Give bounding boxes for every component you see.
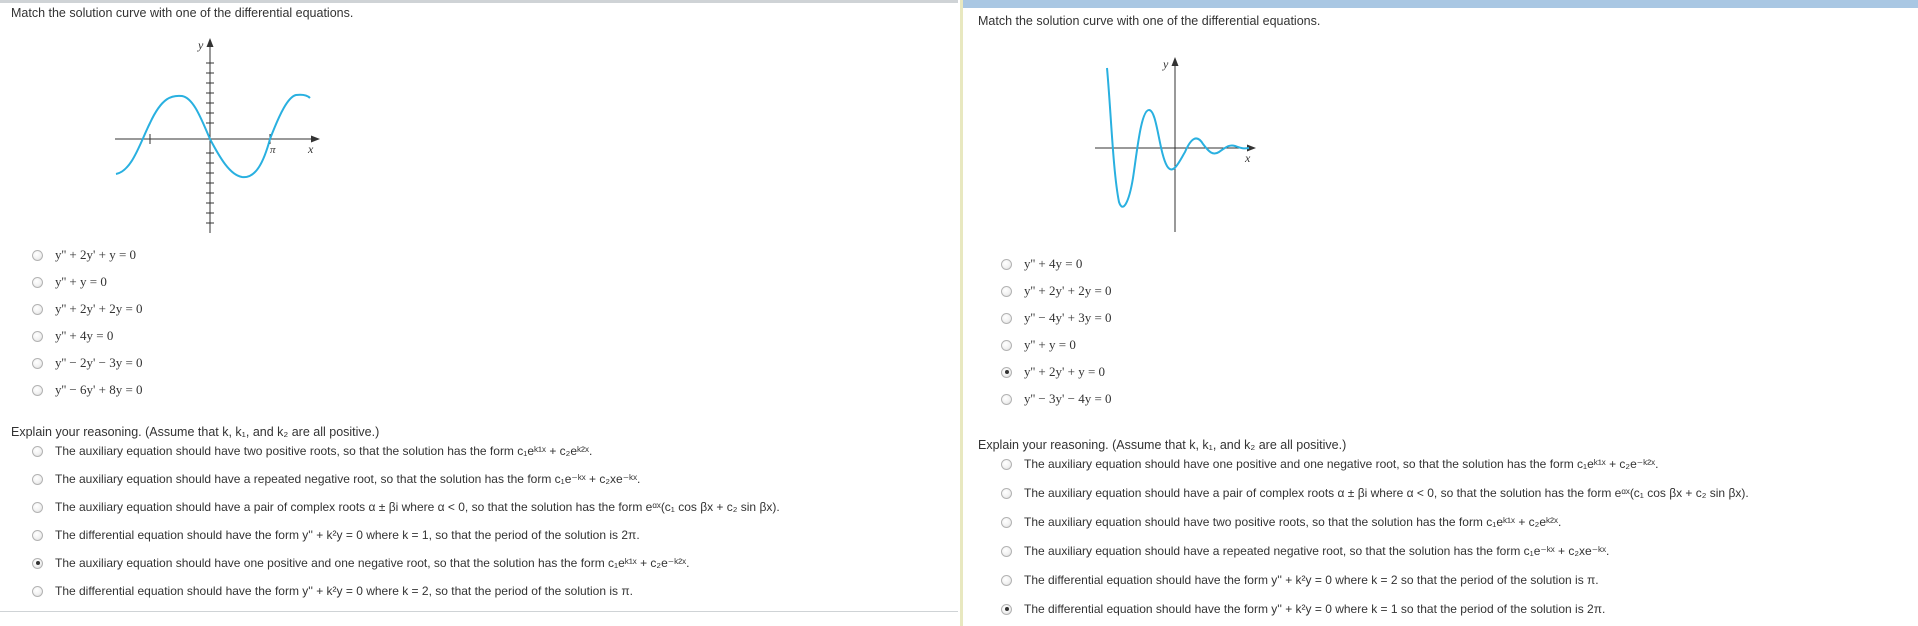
radio-button[interactable] [1001, 394, 1012, 405]
radio-button[interactable] [1001, 546, 1012, 557]
reason-label: The auxiliary equation should have two positive roots, so that the solution has the form c₁eᵏ¹ˣ + c₂eᵏ²ˣ. [55, 444, 593, 458]
equation-option[interactable] [1001, 309, 1112, 327]
equation-label: y'' + 4y = 0 [1024, 256, 1083, 271]
reason-option[interactable] [32, 526, 640, 544]
radio-button[interactable] [1001, 259, 1012, 270]
equation-label: y'' + 2y' + y = 0 [55, 247, 137, 262]
solution-curve [1107, 68, 1249, 207]
graph-axes [115, 38, 320, 233]
equation-option[interactable] [32, 381, 143, 399]
equation-label: y'' − 3y' − 4y = 0 [1024, 391, 1112, 406]
radio-button[interactable] [32, 250, 43, 261]
left-question-panel [0, 0, 958, 612]
equation-label: y'' + 2y' + 2y = 0 [1024, 283, 1112, 298]
equation-label: y'' + y = 0 [1024, 337, 1076, 352]
reason-option[interactable] [1001, 513, 1561, 531]
solution-curve-graph [1093, 52, 1273, 237]
radio-button[interactable] [1001, 340, 1012, 351]
reason-option[interactable] [1001, 571, 1599, 589]
radio-button[interactable] [32, 530, 43, 541]
equation-label: y'' + y = 0 [55, 274, 107, 289]
reason-label: The auxiliary equation should have a pair of complex roots α ± βi where α < 0, so that the solution has the form eᵅˣ(c₁ cos βx + c₂ sin βx). [1024, 486, 1749, 500]
radio-button[interactable] [32, 385, 43, 396]
equation-option[interactable] [32, 354, 143, 372]
reason-option[interactable] [32, 554, 689, 572]
radio-button[interactable] [32, 331, 43, 342]
radio-button[interactable] [32, 304, 43, 315]
radio-button[interactable] [32, 586, 43, 597]
equation-label: y'' + 2y' + 2y = 0 [55, 301, 143, 316]
reason-label: The differential equation should have the form y'' + k²y = 0 where k = 1, so that the period of the solution is 2π. [55, 528, 640, 542]
equation-option[interactable] [32, 300, 143, 318]
equation-label: y'' − 2y' − 3y = 0 [55, 355, 143, 370]
reason-option[interactable] [1001, 455, 1658, 473]
reason-option[interactable] [32, 498, 780, 516]
radio-button[interactable] [32, 474, 43, 485]
radio-button[interactable] [32, 502, 43, 513]
reason-label: The auxiliary equation should have two positive roots, so that the solution has the form c₁eᵏ¹ˣ + c₂eᵏ²ˣ. [1024, 515, 1562, 529]
equation-option[interactable] [32, 246, 136, 264]
reason-option[interactable] [1001, 542, 1609, 560]
radio-button[interactable] [1001, 604, 1012, 615]
radio-button[interactable] [32, 446, 43, 457]
reason-option[interactable] [32, 442, 592, 460]
y-axis-label: y [1163, 57, 1169, 71]
radio-button[interactable] [1001, 488, 1012, 499]
reason-label: The auxiliary equation should have a repeated negative root, so that the solution has the form c₁e⁻ᵏˣ + c₂xe⁻ᵏˣ. [55, 472, 641, 486]
pi-tick-label: π [270, 144, 276, 156]
radio-button[interactable] [1001, 286, 1012, 297]
equation-option[interactable] [32, 327, 113, 345]
equation-option[interactable] [1001, 282, 1112, 300]
equation-label: y'' + 4y = 0 [55, 328, 114, 343]
y-axis-label: y [198, 38, 204, 52]
question-prompt: Match the solution curve with one of the differential equations. [11, 6, 354, 20]
radio-button[interactable] [1001, 575, 1012, 586]
right-question-panel [960, 0, 1918, 626]
radio-button[interactable] [1001, 517, 1012, 528]
reason-label: The auxiliary equation should have one positive and one negative root, so that the solution has the form c₁eᵏ¹ˣ + c₂e⁻ᵏ²ˣ. [55, 556, 690, 570]
solution-curve [116, 95, 310, 177]
reason-label: The differential equation should have the form y'' + k²y = 0 where k = 2, so that the period of the solution is π. [55, 584, 633, 598]
equation-option[interactable] [1001, 336, 1076, 354]
explain-prompt: Explain your reasoning. (Assume that k, k₁, and k₂ are all positive.) [978, 438, 1347, 452]
equation-option[interactable] [32, 273, 107, 291]
reason-option[interactable] [32, 582, 633, 600]
reason-option[interactable] [32, 470, 640, 488]
question-prompt: Match the solution curve with one of the differential equations. [978, 14, 1321, 28]
radio-button[interactable] [32, 358, 43, 369]
reason-label: The differential equation should have the form y'' + k²y = 0 where k = 2 so that the period of the solution is π. [1024, 573, 1599, 587]
equation-label: y'' − 4y' + 3y = 0 [1024, 310, 1112, 325]
equation-option[interactable] [1001, 390, 1112, 408]
radio-button[interactable] [1001, 459, 1012, 470]
panel-top-bar [963, 0, 1918, 8]
equation-label: y'' − 6y' + 8y = 0 [55, 382, 143, 397]
x-axis-label: x [308, 142, 314, 156]
reason-label: The auxiliary equation should have one positive and one negative root, so that the solution has the form c₁eᵏ¹ˣ + c₂e⁻ᵏ²ˣ. [1024, 457, 1659, 471]
equation-label: y'' + 2y' + y = 0 [1024, 364, 1106, 379]
reason-label: The auxiliary equation should have a repeated negative root, so that the solution has the form c₁e⁻ᵏˣ + c₂xe⁻ᵏˣ. [1024, 544, 1610, 558]
radio-button[interactable] [32, 558, 43, 569]
equation-option[interactable] [1001, 255, 1082, 273]
radio-button[interactable] [1001, 367, 1012, 378]
radio-button[interactable] [1001, 313, 1012, 324]
x-axis-label: x [1245, 151, 1251, 165]
reason-option[interactable] [1001, 484, 1749, 502]
reason-label: The auxiliary equation should have a pair of complex roots α ± βi where α < 0, so that the solution has the form eᵅˣ(c₁ cos βx + c₂ sin βx). [55, 500, 780, 514]
solution-curve-graph [110, 33, 330, 238]
equation-option[interactable] [1001, 363, 1105, 381]
radio-button[interactable] [32, 277, 43, 288]
explain-prompt: Explain your reasoning. (Assume that k, k₁, and k₂ are all positive.) [11, 425, 380, 439]
reason-label: The differential equation should have the form y'' + k²y = 0 where k = 1 so that the period of the solution is 2π. [1024, 602, 1606, 616]
reason-option[interactable] [1001, 600, 1605, 618]
